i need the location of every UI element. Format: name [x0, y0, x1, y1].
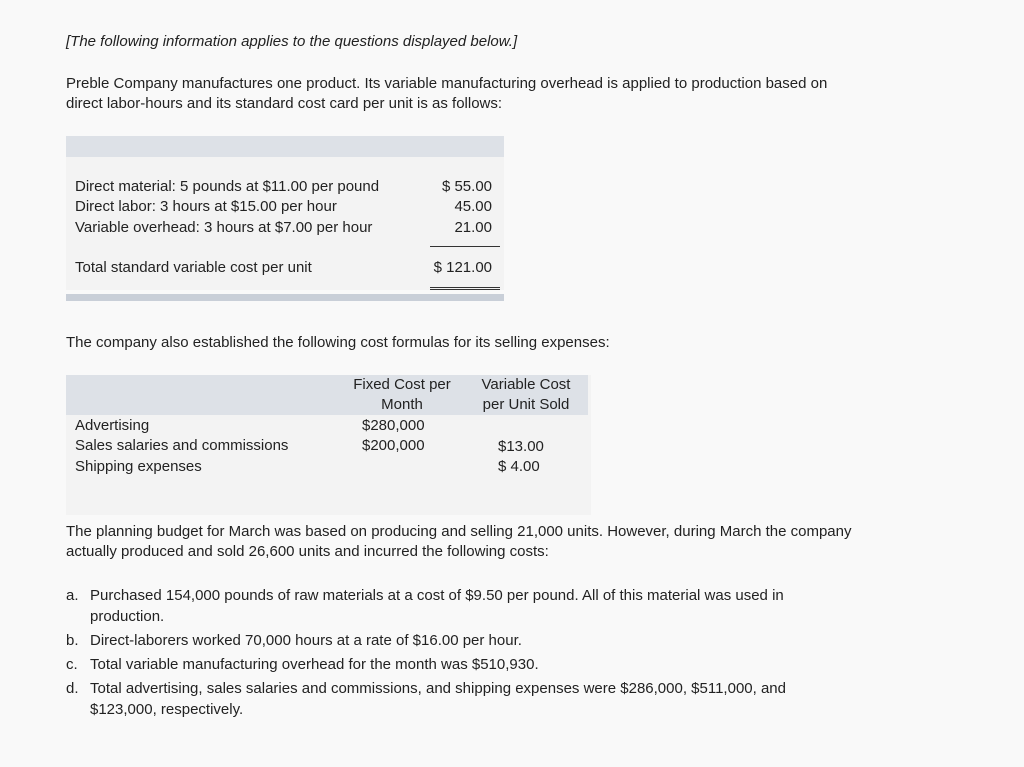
selling-expenses-intro: The company also established the following cost formulas for its selling expenses: — [66, 334, 610, 351]
variable-cost: $ 4.00 — [498, 458, 540, 475]
total-row — [75, 259, 504, 279]
header-variable-cost: Variable Cost per Unit Sold — [481, 376, 571, 413]
list-item: b. Direct-laborers worked 70,000 hours at a rate of $16.00 per hour. — [66, 632, 522, 649]
list-item: a. Purchased 154,000 pounds of raw materials at a cost of $9.50 per pound. All of this material was used in production. — [66, 587, 784, 625]
actual-costs-list — [66, 585, 866, 723]
row-value: 45.00 — [454, 198, 492, 215]
row-value: $ 55.00 — [441, 178, 492, 195]
row-label: Variable overhead: 3 hours at $7.00 per hour — [75, 219, 373, 236]
company-description: Preble Company manufactures one product. Its variable manufacturing overhead is applied to production based on direct labor-hours and its standard cost card per unit is as follows: — [66, 75, 828, 112]
selling-expenses-table — [66, 375, 591, 494]
list-item: d. Total advertising, sales salaries and commissions, and shipping expenses were $286,000, $511,000, and $123,000, respectively. — [66, 680, 786, 718]
intro-note: [The following information applies to the questions displayed below.] — [66, 33, 518, 50]
table-row — [75, 178, 504, 198]
row-value: 21.00 — [454, 219, 492, 236]
double-rule-top — [430, 287, 500, 288]
header-fixed-cost: Fixed Cost per Month — [353, 376, 451, 413]
subtotal-rule — [430, 246, 500, 247]
row-label: Advertising — [75, 417, 150, 434]
total-label: Total standard variable cost per unit — [75, 259, 312, 276]
variable-cost: $13.00 — [498, 438, 544, 455]
fixed-cost: $280,000 — [362, 417, 425, 434]
row-label: Direct labor: 3 hours at $15.00 per hour — [75, 198, 337, 215]
row-label: Shipping expenses — [75, 458, 202, 475]
table-row — [75, 198, 504, 218]
table-row — [75, 219, 504, 239]
row-label: Sales salaries and commissions — [75, 437, 289, 454]
fixed-cost: $200,000 — [362, 437, 425, 454]
march-budget-description: The planning budget for March was based on producing and selling 21,000 units. However, during March the company actually produced and sold 26,600 units and incurred the following costs: — [66, 523, 852, 560]
row-label: Direct material: 5 pounds at $11.00 per pound — [75, 178, 380, 195]
list-item: c. Total variable manufacturing overhead for the month was $510,930. — [66, 656, 539, 673]
standard-cost-card-table — [66, 136, 504, 301]
total-value: $ 121.00 — [433, 259, 492, 276]
double-rule-bottom — [430, 289, 500, 290]
